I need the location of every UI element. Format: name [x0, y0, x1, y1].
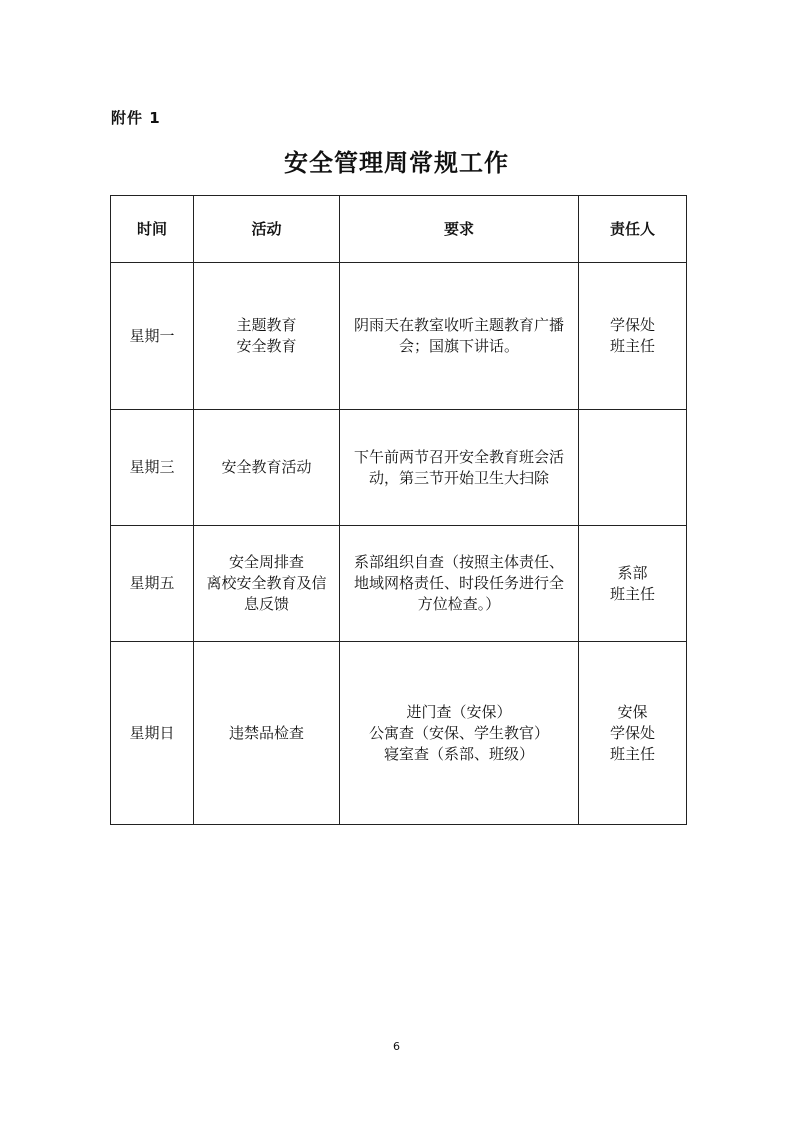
owner-line: 班主任 — [609, 584, 655, 603]
requirement-line: 方位检查。） — [417, 595, 501, 613]
activity-line: 主题教育 — [236, 316, 297, 334]
weekly-schedule-table — [110, 195, 687, 825]
activity-line: 离校安全教育及信 — [206, 574, 327, 592]
activity-line: 息反馈 — [243, 595, 289, 613]
activity-line: 安全教育 — [236, 337, 297, 355]
cell-requirement — [340, 526, 579, 642]
owner-line: 学保处 — [609, 316, 655, 334]
table-header-row — [111, 196, 687, 263]
cell-requirement — [340, 642, 579, 825]
cell-owner — [579, 263, 687, 410]
header-time: 时间 — [111, 196, 194, 263]
header-owner: 责任人 — [579, 196, 687, 263]
table-row — [111, 526, 687, 642]
document-title: 安全管理周常规工作 — [284, 149, 509, 177]
cell-owner — [579, 410, 687, 526]
owner-line: 系部 — [617, 563, 648, 582]
requirement-line: 会；国旗下讲话。 — [398, 337, 519, 355]
page-number: 6 — [393, 1040, 400, 1053]
cell-activity — [194, 410, 340, 526]
cell-activity — [194, 263, 340, 410]
cell-requirement — [340, 410, 579, 526]
requirement-line: 地域网格责任、时段任务进行全 — [353, 574, 564, 592]
cell-activity — [194, 642, 340, 825]
cell-time: 星期一 — [111, 263, 194, 410]
cell-time: 星期三 — [111, 410, 194, 526]
header-requirement: 要求 — [340, 196, 579, 263]
cell-time: 星期五 — [111, 526, 194, 642]
requirement-line: 系部组织自查（按照主体责任、 — [353, 553, 564, 571]
requirement-line: 动，第三节开始卫生大扫除 — [368, 468, 549, 487]
cell-activity — [194, 526, 340, 642]
owner-line: 班主任 — [609, 744, 655, 763]
table-row — [111, 410, 687, 526]
owner-line: 学保处 — [609, 723, 655, 742]
activity-line: 安全周排查 — [228, 553, 304, 571]
requirement-line: 进门查（安保） — [406, 702, 512, 721]
requirement-line: 下午前两节召开安全教育班会活 — [353, 447, 564, 466]
table-row — [111, 263, 687, 410]
cell-owner — [579, 526, 687, 642]
requirement-line: 公寓查（安保、学生教官） — [368, 723, 549, 742]
table-row — [111, 642, 687, 825]
activity-line: 违禁品检查 — [228, 723, 304, 742]
requirement-line: 阴雨天在教室收听主题教育广播 — [353, 316, 564, 334]
attachment-label: 附件 1 — [111, 109, 161, 127]
cell-requirement — [340, 263, 579, 410]
cell-owner — [579, 642, 687, 825]
owner-line: 班主任 — [609, 337, 655, 355]
owner-line: 安保 — [617, 702, 648, 721]
cell-time: 星期日 — [111, 642, 194, 825]
activity-line: 安全教育活动 — [221, 458, 312, 476]
header-activity: 活动 — [194, 196, 340, 263]
requirement-line: 寝室查（系部、班级） — [383, 744, 534, 763]
